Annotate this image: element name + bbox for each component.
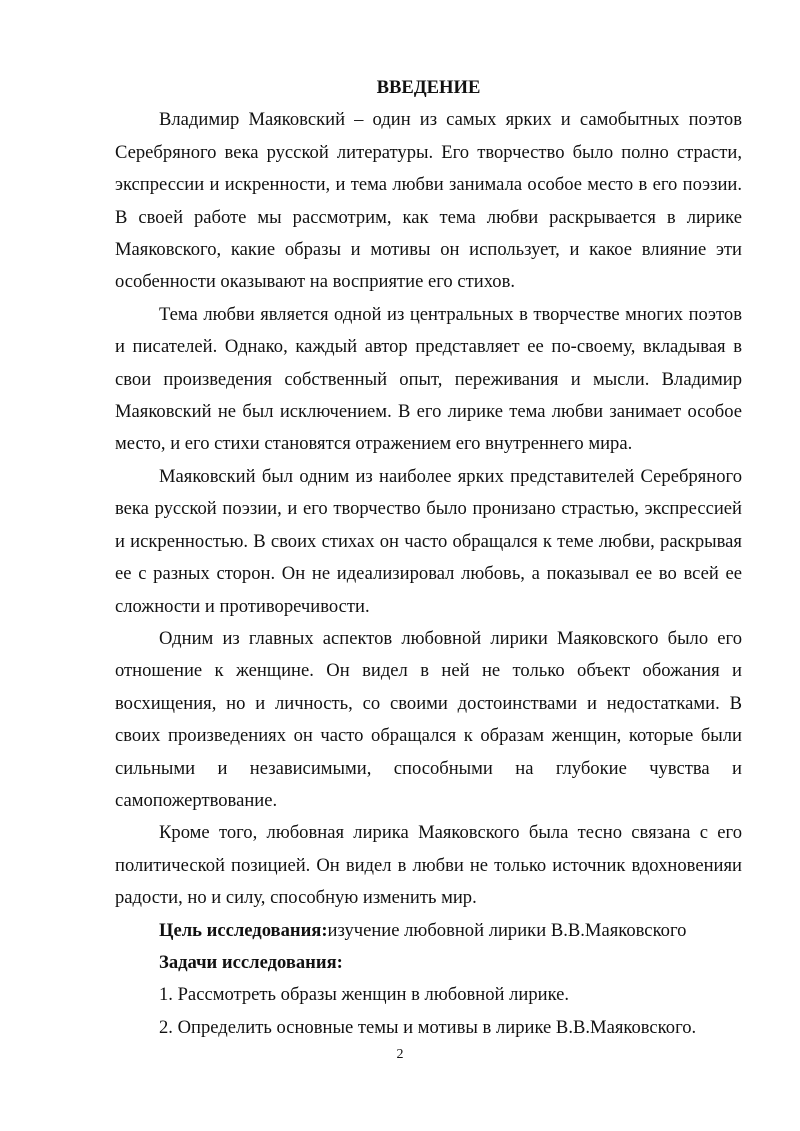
section-title: ВВЕДЕНИЕ bbox=[376, 77, 481, 98]
task-item: 2. Определить основные темы и мотивы в лирике В.В.Маяковского. bbox=[159, 1016, 697, 1038]
research-tasks-heading bbox=[115, 947, 742, 979]
research-tasks-label: Задачи исследования: bbox=[159, 951, 343, 973]
research-goal-label: Цель исследования: bbox=[159, 919, 328, 941]
paragraph-5: Кроме того, любовная лирика Маяковского была тесно связана с его политической позицией. Он видел в любви не только источник вдохновенияи радости, но и силу, способную изменить мир. bbox=[115, 822, 742, 909]
paragraph-2: Тема любви является одной из центральных в творчестве многих поэтов и писателей. Однако, каждый автор представляет ее по-своему, вкладывая в свои произведения собственный опыт, переживания и мысли. Владимир Маяковский не был исключением. В его лирике тема любви занимает особое место, и его стихи становятся отражением его внутреннего мира. bbox=[115, 303, 742, 455]
research-goal-text: изучение любовной лирики В.В.Маяковского bbox=[327, 919, 687, 941]
research-goal bbox=[115, 915, 742, 947]
paragraph-4: Одним из главных аспектов любовной лирики Маяковского было его отношение к женщине. Он видел в ней не только объект обожания и восхищения, но и личность, со своими достоинствами и недостатками. В своих произведениях он часто обращался к образам женщин, которые были сильными и независимыми, способными на глубокие чувства и самопожертвование. bbox=[115, 627, 742, 811]
paragraph-1: Владимир Маяковский – один из самых ярких и самобытных поэтов Серебряного века русской литературы. Его творчество было полно страсти, экспрессии и искренности, и тема любви занимала особое место в его поэзии. В своей работе мы рассмотрим, как тема любви раскрывается в лирике Маяковского, какие образы и мотивы он использует, и какое влияние эти особенности оказывают на восприятие его стихов. bbox=[115, 109, 742, 293]
page-content bbox=[115, 72, 742, 1044]
page-number: 2 bbox=[396, 1047, 404, 1062]
paragraph-3: Маяковский был одним из наиболее ярких представителей Серебряного века русской поэзии, и его творчество было пронизано страстью, экспрессией и искренностью. В своих стихах он часто обращался к теме любви, раскрывая ее с разных сторон. Он не идеализировал любовь, а показывал ее во всей ее сложности и противоречивости. bbox=[115, 465, 742, 617]
task-item: 1. Рассмотреть образы женщин в любовной лирике. bbox=[159, 984, 570, 1006]
